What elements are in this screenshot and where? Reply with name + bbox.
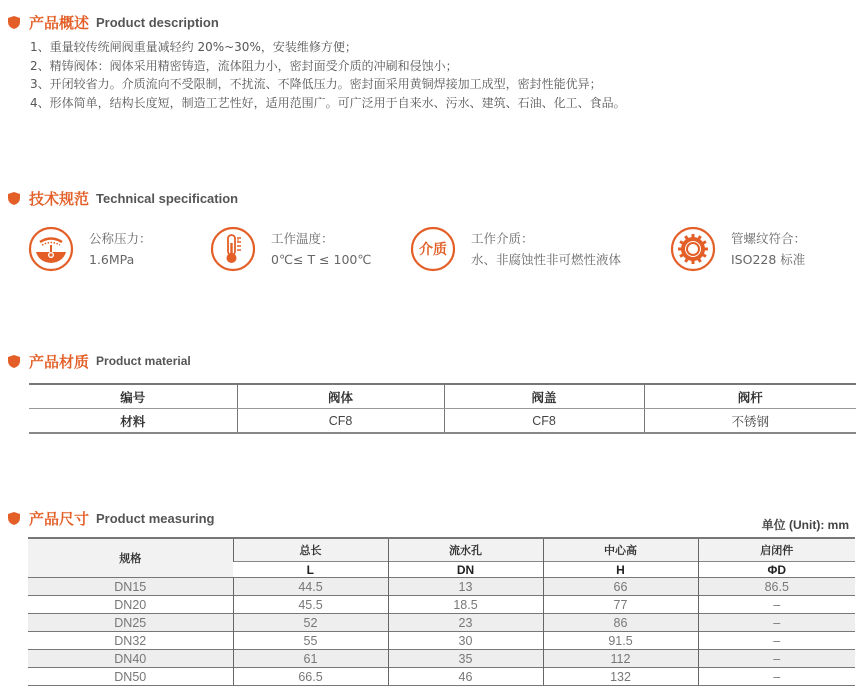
section-title-measuring xyxy=(8,507,214,529)
table-row xyxy=(28,650,855,668)
header-cell: 流水孔 xyxy=(388,538,543,562)
cell: DN40 xyxy=(28,650,233,668)
header-cell: 阀盖 xyxy=(444,384,644,409)
thermometer-icon xyxy=(210,226,256,272)
cell: 23 xyxy=(388,614,543,632)
pressure-gauge-icon xyxy=(28,226,74,272)
shield-icon xyxy=(8,355,20,368)
table-row xyxy=(28,632,855,650)
subheader-cell: DN xyxy=(388,562,543,578)
cell: 55 xyxy=(233,632,388,650)
cell: 77 xyxy=(543,596,698,614)
title-en: Product measuring xyxy=(96,510,215,526)
cell: DN15 xyxy=(28,578,233,596)
cell: – xyxy=(698,596,855,614)
cell: 132 xyxy=(543,668,698,686)
cell: – xyxy=(698,668,855,686)
section-title-description xyxy=(8,11,219,33)
cell: DN50 xyxy=(28,668,233,686)
title-cn: 技术规范 xyxy=(29,189,90,208)
description-item: 3、开闭较省力。介质流向不受限制，不扰流、不降低压力。密封面采用黄铜焊接加工成型，密封性能优异； xyxy=(30,77,602,91)
title-cn: 产品概述 xyxy=(29,13,90,32)
cell: DN25 xyxy=(28,614,233,632)
cell: DN20 xyxy=(28,596,233,614)
cell: 61 xyxy=(233,650,388,668)
material-table xyxy=(29,383,856,434)
header-cell: 启闭件 xyxy=(698,538,855,562)
cell: 45.5 xyxy=(233,596,388,614)
cell: 86 xyxy=(543,614,698,632)
spec-value: 1.6MPa xyxy=(89,252,135,267)
cell: – xyxy=(698,614,855,632)
shield-icon xyxy=(8,512,20,525)
cell: 52 xyxy=(233,614,388,632)
header-cell: 规格 xyxy=(28,538,233,578)
description-item: 1、重量较传统闸阀重量减轻约 20%~30%，安装维修方便； xyxy=(30,40,357,54)
cell: DN32 xyxy=(28,632,233,650)
row-label: 材料 xyxy=(29,409,237,434)
cell: 不锈钢 xyxy=(644,409,856,434)
spec-thread xyxy=(670,226,806,272)
section-title-specification xyxy=(8,187,238,209)
spec-pressure xyxy=(28,226,152,272)
cell: CF8 xyxy=(237,409,444,434)
title-cn: 产品材质 xyxy=(29,352,90,371)
header-cell: 总长 xyxy=(233,538,388,562)
cell: 91.5 xyxy=(543,632,698,650)
shield-icon xyxy=(8,16,20,29)
header-cell: 中心高 xyxy=(543,538,698,562)
description-item: 2、精铸阀体：阀体采用精密铸造，流体阻力小，密封面受介质的冲刷和侵蚀小； xyxy=(30,58,458,73)
cell: 35 xyxy=(388,650,543,668)
title-en: Technical specification xyxy=(96,190,239,206)
title-en: Product material xyxy=(96,354,191,368)
title-en: Product description xyxy=(96,14,219,30)
measuring-header-row xyxy=(28,538,855,562)
cell: 86.5 xyxy=(698,578,855,596)
cell: 44.5 xyxy=(233,578,388,596)
cell: 13 xyxy=(388,578,543,596)
material-row xyxy=(29,409,856,434)
cell: – xyxy=(698,632,855,650)
spec-value: ISO228 标准 xyxy=(731,252,806,267)
cell: 46 xyxy=(388,668,543,686)
spec-label: 管螺纹符合： xyxy=(731,231,807,246)
table-row xyxy=(28,578,855,596)
spec-label: 工作介质： xyxy=(471,231,534,246)
spec-value: 水、非腐蚀性非可燃性液体 xyxy=(471,252,622,267)
table-row xyxy=(28,614,855,632)
description-list xyxy=(30,38,626,112)
spec-label: 公称压力： xyxy=(89,231,152,246)
header-cell: 阀体 xyxy=(237,384,444,409)
header-cell: 编号 xyxy=(29,384,237,409)
cell: 112 xyxy=(543,650,698,668)
cell: 66.5 xyxy=(233,668,388,686)
cell: 30 xyxy=(388,632,543,650)
title-cn: 产品尺寸 xyxy=(29,509,90,528)
table-row xyxy=(28,596,855,614)
spec-label: 工作温度： xyxy=(271,231,334,246)
svg-text:介质: 介质 xyxy=(419,242,447,258)
gear-icon xyxy=(670,226,716,272)
measuring-table xyxy=(28,537,855,686)
spec-medium xyxy=(410,226,621,272)
spec-value: 0℃≤ T ≤ 100℃ xyxy=(271,252,372,267)
spec-temperature xyxy=(210,226,371,272)
header-cell: 阀杆 xyxy=(644,384,856,409)
subheader-cell: ΦD xyxy=(698,562,855,578)
description-item: 4、形体简单，结构长度短，制造工艺性好，适用范围广。可广泛用于自来水、污水、建筑、石油、化工、食品。 xyxy=(30,95,626,110)
unit-label: 单位 (Unit): mm xyxy=(761,518,849,532)
shield-icon xyxy=(8,192,20,205)
cell: – xyxy=(698,650,855,668)
cell: 66 xyxy=(543,578,698,596)
table-row xyxy=(28,668,855,686)
cell: 18.5 xyxy=(388,596,543,614)
cell: CF8 xyxy=(444,409,644,434)
subheader-cell: H xyxy=(543,562,698,578)
subheader-cell: L xyxy=(233,562,388,578)
medium-icon xyxy=(410,226,456,272)
section-title-material xyxy=(8,350,191,372)
material-header-row xyxy=(29,384,856,409)
